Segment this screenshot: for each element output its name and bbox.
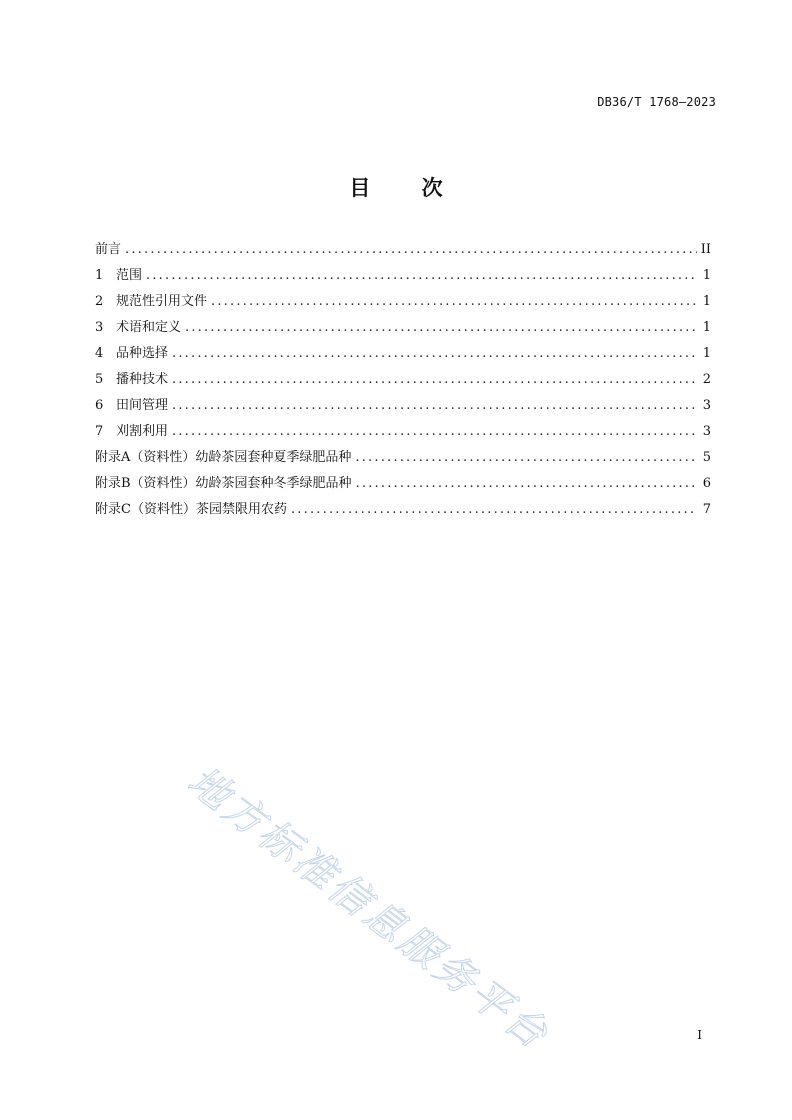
toc-entry-label: 播种技术 (116, 372, 169, 387)
watermark: 地方标准信息服务平台 (179, 757, 559, 1060)
toc-entry-number: 3 (95, 320, 104, 335)
toc-entry-page: 5 (702, 450, 711, 465)
toc-entry-page: 1 (702, 346, 711, 361)
toc-entry-page: 6 (702, 476, 711, 491)
toc-entry-label: 品种选择 (116, 346, 169, 361)
toc-entry-7[interactable] (95, 419, 711, 445)
toc-entry-6[interactable] (95, 393, 711, 419)
toc-dot-leader (172, 341, 697, 367)
toc-entry-2[interactable] (95, 289, 711, 315)
toc-entry-1[interactable] (95, 263, 711, 289)
toc-entry-label: 刈割利用 (116, 424, 169, 439)
toc-dot-leader (291, 497, 697, 523)
toc-entry-number: 1 (95, 268, 104, 283)
toc-entry-page: 1 (702, 268, 711, 283)
page-number: I (697, 1028, 702, 1042)
toc-entry-3[interactable] (95, 315, 711, 341)
toc-entry-label: 规范性引用文件 (116, 294, 208, 309)
toc-entry-label: 范围 (116, 268, 143, 283)
toc-entry-label: 附录A（资料性）幼龄茶园套种夏季绿肥品种 (95, 450, 352, 465)
toc-entry-page: 3 (702, 398, 711, 413)
toc-entry-number: 5 (95, 372, 104, 387)
document-code: DB36/T 1768—2023 (597, 95, 716, 109)
toc-entry-page: 1 (702, 320, 711, 335)
toc-entry-foreword[interactable] (95, 237, 711, 263)
toc-entry-page: II (700, 242, 711, 257)
toc-entry-page: 3 (702, 424, 711, 439)
toc-entry-number: 7 (95, 424, 104, 439)
toc-entry-label: 附录B（资料性）幼龄茶园套种冬季绿肥品种 (95, 476, 352, 491)
toc-dot-leader (172, 367, 697, 393)
toc-entry-appendix-c[interactable] (95, 497, 711, 523)
toc-title: 目 次 (349, 176, 465, 200)
toc-dot-leader (172, 393, 697, 419)
toc-entry-label: 术语和定义 (116, 320, 182, 335)
toc-entry-5[interactable] (95, 367, 711, 393)
toc-dot-leader (146, 263, 697, 289)
toc-entry-number: 4 (95, 346, 104, 361)
toc-dot-leader (355, 445, 697, 471)
toc-dot-leader (125, 237, 697, 263)
toc-entry-label: 前言 (95, 242, 122, 257)
toc-entry-number: 2 (95, 294, 104, 309)
toc-entry-appendix-b[interactable] (95, 471, 711, 497)
toc-entry-number: 6 (95, 398, 104, 413)
toc-dot-leader (172, 419, 697, 445)
toc-entry-4[interactable] (95, 341, 711, 367)
toc-entry-page: 7 (702, 502, 711, 517)
toc-entry-page: 1 (702, 294, 711, 309)
toc-entry-page: 2 (702, 372, 711, 387)
toc-dot-leader (211, 289, 697, 315)
toc-entry-appendix-a[interactable] (95, 445, 711, 471)
toc-entry-label: 附录C（资料性）茶园禁限用农药 (95, 502, 287, 517)
toc-entry-label: 田间管理 (116, 398, 169, 413)
toc-list (95, 237, 711, 523)
toc-dot-leader (356, 471, 697, 497)
toc-dot-leader (185, 315, 697, 341)
